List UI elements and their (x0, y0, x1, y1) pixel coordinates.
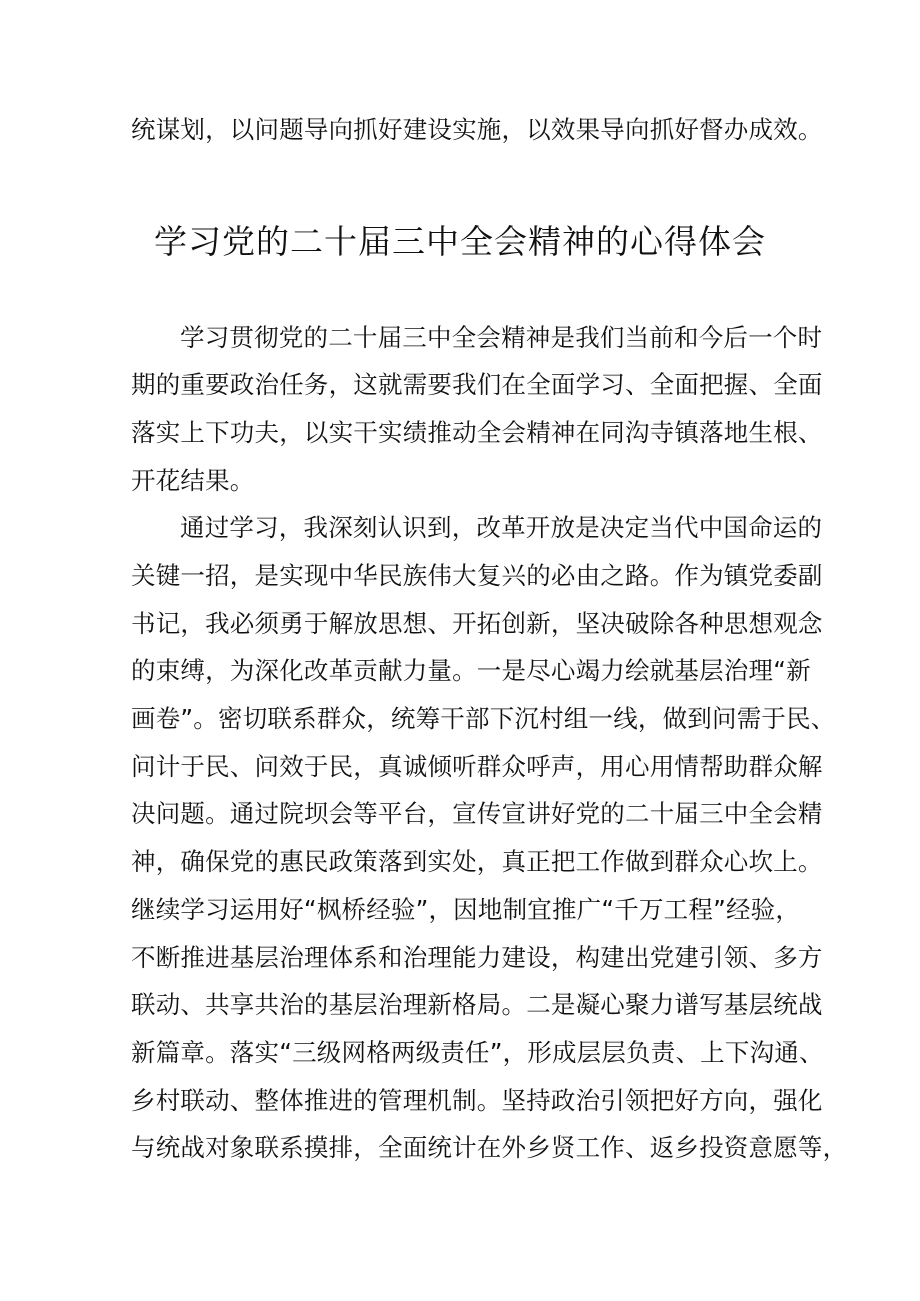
paragraph-line: 学习贯彻党的二十届三中全会精神是我们当前和今后一个时 (180, 323, 823, 352)
paragraph-line: 与统战对象联系摸排，全面统计在外乡贤工作、返乡投资意愿等， (131, 1133, 848, 1162)
paragraph-line: 关键一招，是实现中华民族伟大复兴的必由之路。作为镇党委副 (131, 561, 823, 590)
paragraph-line: 通过学习，我深刻认识到，改革开放是决定当代中国命运的 (180, 513, 823, 542)
paragraph-line: 问计于民、问效于民，真诚倾听群众呼声，用心用情帮助群众解 (131, 752, 823, 781)
paragraph-line: 开花结果。 (131, 466, 255, 495)
paragraph-line: 不断推进基层治理体系和治理能力建设，构建出党建引领、多方 (131, 943, 823, 972)
paragraph-line: 落实上下功夫，以实干实绩推动全会精神在同沟寺镇落地生根、 (131, 418, 823, 447)
paragraph-line: 继续学习运用好“枫桥经验”，因地制宜推广“千万工程”经验， (131, 895, 801, 924)
paragraph-line: 期的重要政治任务，这就需要我们在全面学习、全面把握、全面 (131, 370, 823, 399)
paragraph-line: 决问题。通过院坝会等平台，宣传宣讲好党的二十届三中全会精 (131, 799, 823, 828)
paragraph-line: 的束缚，为深化改革贡献力量。一是尽心竭力绘就基层治理“新 (131, 656, 811, 685)
paragraph-line: 乡村联动、整体推进的管理机制。坚持政治引领把好方向，强化 (131, 1086, 823, 1115)
continuation-line: 统谋划，以问题导向抓好建设实施，以效果导向抓好督办成效。 (131, 115, 823, 144)
paragraph-line: 新篇章。落实“三级网格两级责任”，形成层层负责、上下沟通、 (131, 1038, 824, 1067)
paragraph-line: 画卷”。密切联系群众，统筹干部下沉村组一线，做到问需于民、 (131, 704, 836, 733)
document-title: 学习党的二十届三中全会精神的心得体会 (154, 222, 766, 261)
paragraph-line: 神，确保党的惠民政策落到实处，真正把工作做到群众心坎上。 (131, 847, 823, 876)
paragraph-line: 联动、共享共治的基层治理新格局。二是凝心聚力谱写基层统战 (131, 990, 823, 1019)
paragraph-line: 书记，我必须勇于解放思想、开拓创新，坚决破除各种思想观念 (131, 609, 823, 638)
